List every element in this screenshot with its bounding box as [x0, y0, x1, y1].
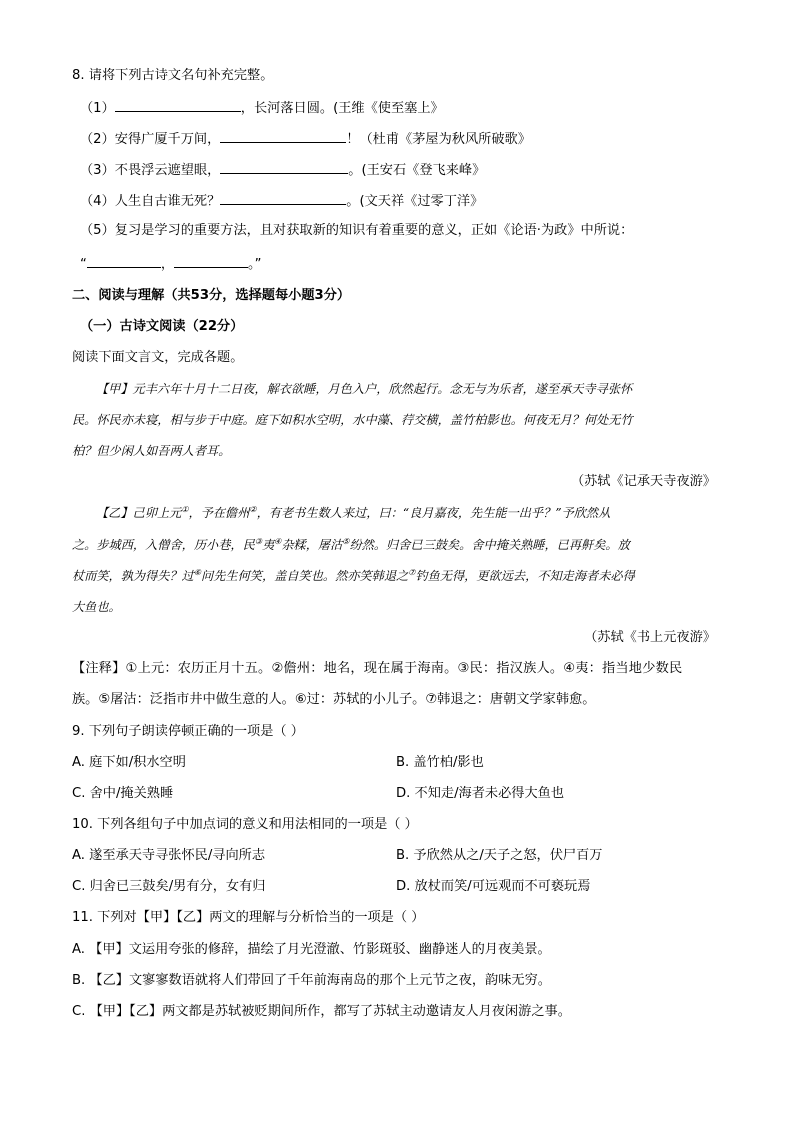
q8-item-5-blank-2[interactable]: [174, 253, 248, 268]
q8-item-2: [80, 128, 740, 150]
q9-option-c[interactable]: C. 舍中/掩关熟睡: [72, 786, 174, 801]
q8-item-5-open-quote: “: [80, 257, 87, 272]
passage-yi-source: （苏轼《书上元夜游》: [584, 630, 716, 645]
q10-option-d[interactable]: D. 放杖而笑/可远观而不可亵玩焉: [396, 879, 591, 894]
passage-yi-text: 纷然。归舍已三鼓矣。舍中掩关熟睡，已再鼾矣。放: [349, 538, 630, 552]
passage-yi-text: 之。步城西，入僧舍，历小巷，民: [72, 538, 255, 552]
passage-yi-line-4: 大鱼也。: [72, 600, 121, 614]
q10-option-a[interactable]: A. 遂至承天寺寻张怀民/寻向所志: [72, 848, 266, 863]
passage-yi-line-3: [72, 566, 732, 586]
note-ref-2: ②: [249, 504, 257, 514]
q10-option-c[interactable]: C. 归舍已三鼓矣/男有分，女有归: [72, 879, 266, 894]
q8-item-4-post: 。(文天祥《过零丁洋》: [346, 194, 484, 209]
passage-yi-text: 问先生何笑，盖自笑也。然亦笑韩退之: [201, 569, 409, 583]
q11-option-c[interactable]: C. 【甲】【乙】两文都是苏轼被贬期间所作，都写了苏轼主动邀请友人月夜闲游之事。: [72, 1004, 571, 1019]
passage-yi-text: 钓鱼无得，更欲远去，不知走海者未必得: [415, 569, 635, 583]
q8-item-2-pre: 安得广厦千万间，: [114, 132, 221, 147]
q8-item-1-num: （1）: [80, 101, 115, 116]
notes-line-2: 族。⑤屠沽：泛指市井中做生意的人。⑥过：苏轼的小儿子。⑦韩退之：唐朝文学家韩愈。: [72, 692, 596, 707]
section-2-title: 二、阅读与理解（共53分，选择题每小题3分）: [72, 288, 351, 303]
q9-option-a[interactable]: A. 庭下如/积水空明: [72, 755, 186, 770]
q9-option-b[interactable]: B. 盖竹柏/影也: [396, 755, 484, 770]
passage-yi-text: 杂糅，屠沽: [281, 538, 343, 552]
note-ref-6: ⑥: [193, 567, 202, 577]
q8-item-3: [80, 159, 740, 181]
q8-item-5-comma: ，: [160, 257, 175, 272]
q9-option-d[interactable]: D. 不知走/海者未必得大鱼也: [396, 786, 565, 801]
q8-item-4-pre: 人生自古谁无死？: [114, 194, 221, 209]
q8-item-3-post: 。(王安石《登飞来峰》: [348, 163, 486, 178]
passage-yi-text: ，予在儋州: [188, 506, 250, 520]
passage-yi-text: 【乙】己卯上元: [96, 506, 182, 520]
passage-jia-line-1: 【甲】元丰六年十月十二日夜，解衣欲睡，月色入户，欣然起行。念无与为乐者，遂至承天寺寻张怀: [96, 382, 633, 396]
note-ref-3: ③: [254, 536, 262, 546]
passage-yi-text: 杖而笑，孰为得失？过: [72, 569, 194, 583]
q8-item-2-num: （2）: [80, 132, 115, 147]
reading-instruction: 阅读下面文言文，完成各题。: [72, 350, 244, 365]
q8-item-2-post: ！（杜甫《茅屋为秋风所破歌》: [346, 132, 531, 147]
passage-jia-line-2: 民。怀民亦未寝，相与步于中庭。庭下如积水空明，水中藻、荇交横，盖竹柏影也。何夜无月？何处无竹: [72, 413, 633, 427]
q8-item-4-blank[interactable]: [220, 190, 346, 205]
q11-stem: 11. 下列对【甲】【乙】两文的理解与分析恰当的一项是（ ）: [72, 910, 425, 925]
q8-item-4: [80, 190, 740, 212]
passage-yi-text: 夷: [261, 538, 275, 552]
q8-item-5-close-quote: 。”: [248, 257, 262, 272]
note-ref-4: ④: [274, 536, 282, 546]
q8-item-1-blank[interactable]: [115, 97, 241, 112]
q8-item-5: （5）复习是学习的重要方法，且对获取新的知识有着重要的意义，正如《论语·为政》中所说：: [80, 223, 634, 238]
note-ref-1: ①: [181, 504, 189, 514]
q8-item-4-num: （4）: [80, 194, 115, 209]
passage-yi-line-1: [96, 503, 756, 523]
note-ref-7: ⑦: [408, 567, 416, 577]
q8-item-2-blank[interactable]: [220, 128, 346, 143]
q8-item-1: [80, 97, 740, 119]
q11-option-a[interactable]: A. 【甲】文运用夸张的修辞，描绘了月光澄澈、竹影斑驳、幽静迷人的月夜美景。: [72, 942, 551, 957]
passage-yi-line-2: [72, 535, 732, 555]
passage-yi-text: ，有老书生数人来过，曰：“良月嘉夜，先生能一出乎？”予欣然从: [256, 506, 611, 520]
passage-jia-line-3: 柏？但少闲人如吾两人者耳。: [72, 444, 231, 458]
q10-stem: 10. 下列各组句子中加点词的意义和用法相同的一项是（ ）: [72, 817, 418, 832]
q8-item-3-pre: 不畏浮云遮望眼，: [114, 163, 221, 178]
q8-item-5-blanks: [80, 253, 740, 275]
q8-item-3-num: （3）: [80, 163, 115, 178]
note-ref-5: ⑤: [342, 536, 350, 546]
section-2-sub-1: （一）古诗文阅读（22分）: [80, 319, 244, 334]
q9-stem: 9. 下列句子朗读停顿正确的一项是（ ）: [72, 724, 304, 739]
q8-item-5-blank-1[interactable]: [87, 253, 161, 268]
q11-option-b[interactable]: B. 【乙】文寥寥数语就将人们带回了千年前海南岛的那个上元节之夜，韵味无穷。: [72, 973, 551, 988]
q8-item-1-post: ，长河落日圆。(王维《使至塞上》: [240, 101, 444, 116]
passage-jia-source: （苏轼《记承天寺夜游》: [570, 474, 716, 489]
notes-line-1: 【注释】①上元：农历正月十五。②儋州：地名，现在属于海南。③民：指汉族人。④夷：指当地少数民: [72, 661, 683, 676]
q8-title: 8. 请将下列古诗文名句补充完整。: [72, 68, 274, 83]
q10-option-b[interactable]: B. 予欣然从之/天子之怒，伏尸百万: [396, 848, 603, 863]
q8-item-3-blank[interactable]: [220, 159, 348, 174]
